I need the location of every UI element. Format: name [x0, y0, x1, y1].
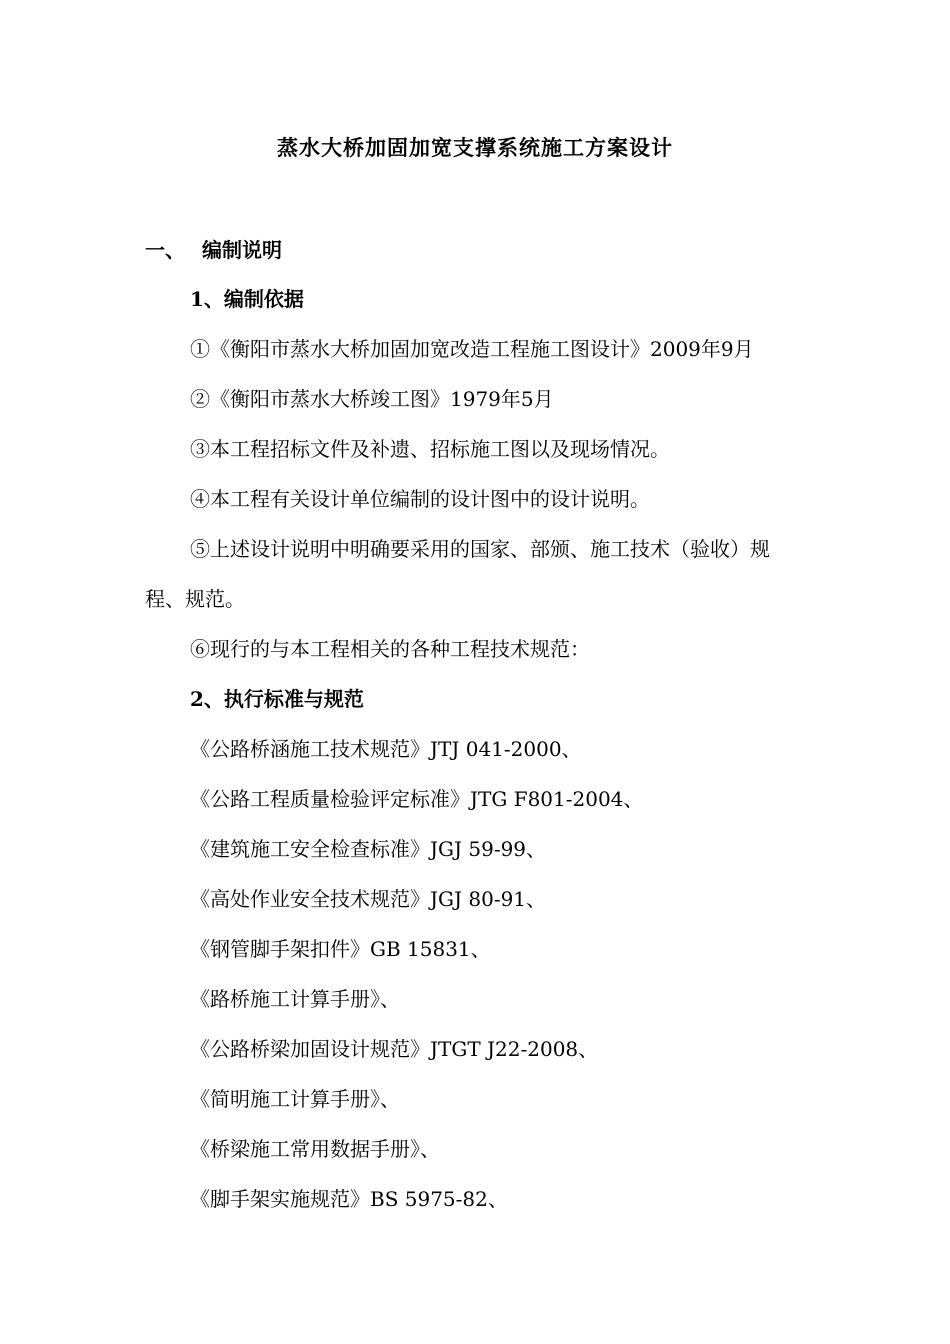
basis-item: ①《衡阳市蒸水大桥加固加宽改造工程施工图设计》2009年9月 — [190, 337, 754, 361]
document-title: 蒸水大桥加固加宽支撑系统施工方案设计 — [277, 135, 673, 160]
section-number: 一、 — [145, 238, 185, 262]
subsection-heading-standards: 2、执行标准与规范 — [190, 687, 364, 711]
basis-item: ②《衡阳市蒸水大桥竣工图》1979年5月 — [190, 387, 554, 411]
standard-item: 《简明施工计算手册》、 — [190, 1087, 400, 1111]
basis-item: ④本工程有关设计单位编制的设计图中的设计说明。 — [190, 487, 650, 511]
standard-item: 《公路桥涵施工技术规范》JTJ 041-2000、 — [190, 737, 582, 761]
standard-item: 《公路工程质量检验评定标准》JTG F801-2004、 — [190, 787, 644, 811]
subsection-heading-basis: 1、编制依据 — [190, 287, 304, 311]
standard-item: 《公路桥梁加固设计规范》JTGT J22-2008、 — [190, 1037, 599, 1061]
basis-item-continuation: 程、规范。 — [145, 587, 245, 611]
basis-item: ⑥现行的与本工程相关的各种工程技术规范： — [190, 637, 590, 661]
standard-item: 《建筑施工安全检查标准》JGJ 59-99、 — [190, 837, 547, 861]
standard-item: 《桥梁施工常用数据手册》、 — [190, 1137, 440, 1161]
basis-item: ③本工程招标文件及补遗、招标施工图以及现场情况。 — [190, 437, 670, 461]
section-heading: 编制说明 — [202, 238, 282, 262]
basis-item: ⑤上述设计说明中明确要采用的国家、部颁、施工技术（验收）规 — [190, 537, 770, 561]
standard-item: 《脚手架实施规范》BS 5975-82、 — [190, 1187, 508, 1211]
standard-item: 《钢管脚手架扣件》GB 15831、 — [190, 937, 491, 961]
standard-item: 《高处作业安全技术规范》JGJ 80-91、 — [190, 887, 547, 911]
standard-item: 《路桥施工计算手册》、 — [190, 987, 400, 1011]
